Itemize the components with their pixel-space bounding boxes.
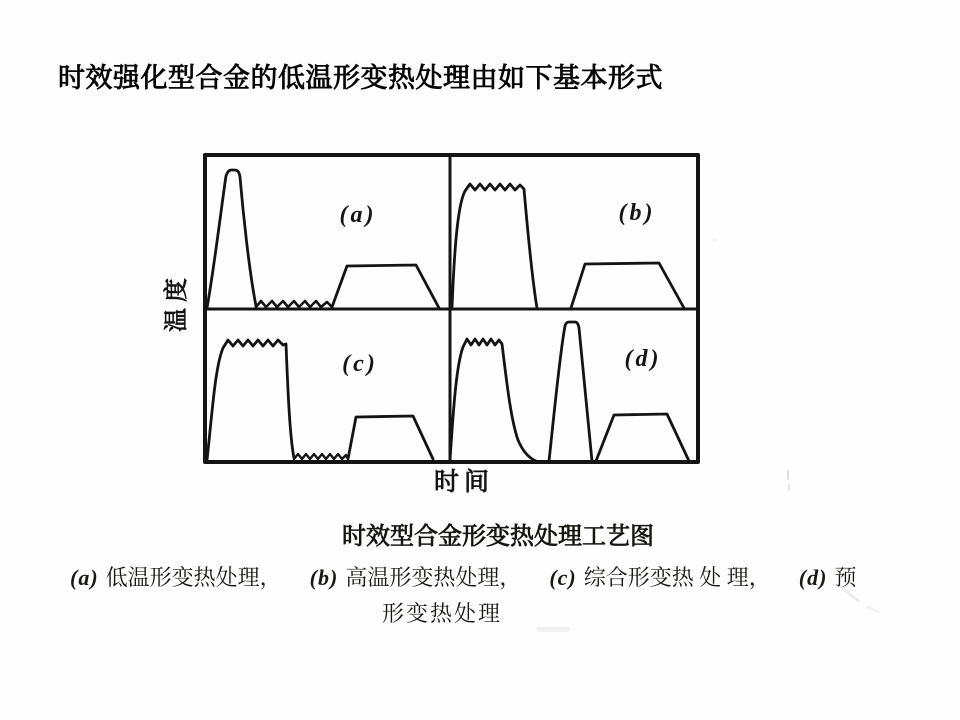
panel-a-aging-trapezoid — [332, 265, 439, 308]
panel-a-quench-peak-curve — [207, 170, 256, 308]
panel-d-solution-hold-curve — [450, 339, 536, 461]
panel-a-deformation-zigzag — [256, 301, 332, 307]
legend-item-c — [549, 561, 770, 592]
legend-item-d — [799, 561, 857, 592]
figure-caption: 时效型合金形变热处理工艺图 — [342, 524, 654, 550]
legend-text-b: 高温形变热处理， — [345, 565, 522, 590]
x-axis-label: 时间 — [433, 468, 495, 496]
legend-marker-c: (c) — [549, 565, 577, 590]
panel-b-label: (b) — [618, 200, 656, 226]
scan-speck — [866, 605, 880, 614]
scan-speck — [536, 627, 570, 632]
legend-marker-a: (a) — [70, 565, 99, 590]
panel-d-label: (d) — [624, 346, 662, 372]
legend-marker-d: (d) — [798, 565, 828, 590]
panel-c-solution-hold-curve — [207, 340, 294, 460]
legend-item-b — [310, 561, 522, 592]
panel-c-deformation-zigzag — [294, 454, 348, 459]
legend-text-a: 低温形变热处理， — [105, 565, 282, 590]
page-title: 时效强化型合金的低温形变热处理由如下基本形式 — [58, 63, 663, 93]
panel-d-aging-trapezoid — [596, 414, 689, 461]
panel-b-solution-hold-curve — [452, 184, 537, 308]
figure-legend — [70, 561, 910, 592]
legend-marker-b: (b) — [309, 565, 339, 590]
legend-text-d: 预 — [834, 565, 857, 590]
panel-b-aging-trapezoid — [571, 263, 684, 308]
panel-d-reheat-peak-curve — [549, 322, 592, 461]
scan-speck — [788, 484, 790, 491]
scan-speck — [787, 470, 789, 480]
legend-continuation: 形变热处理 — [382, 601, 503, 626]
y-axis-label: 温度 — [163, 272, 190, 332]
panel-c-label: (c) — [342, 351, 378, 377]
legend-text-c: 综合形变热 处 理， — [583, 565, 771, 590]
scan-speck — [712, 238, 717, 242]
panel-a-label: (a) — [339, 202, 377, 228]
panel-c-aging-trapezoid — [348, 416, 433, 459]
process-figure — [150, 140, 730, 505]
legend-item-a — [70, 561, 282, 592]
